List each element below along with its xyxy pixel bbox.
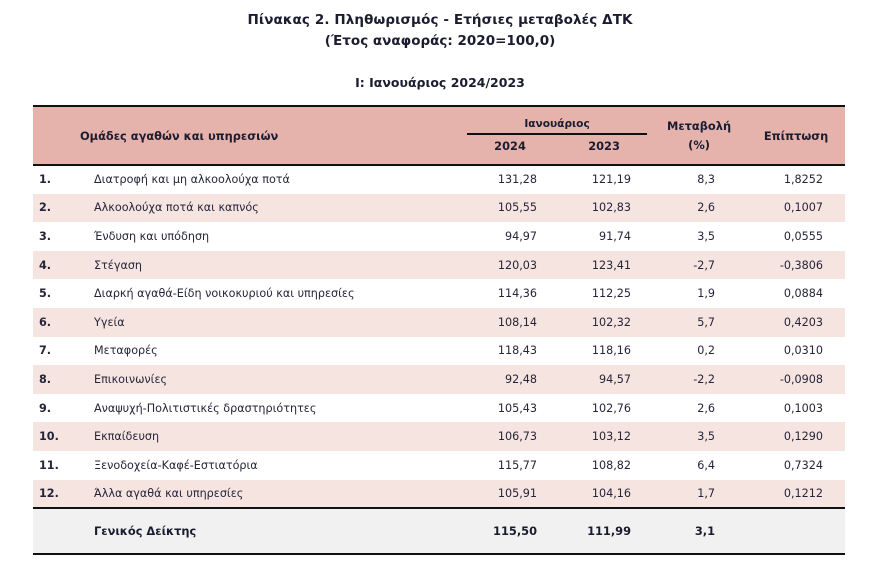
row-change: 8,3 <box>651 165 747 194</box>
row-change: 2,6 <box>651 394 747 423</box>
row-value-current: 105,55 <box>463 194 557 223</box>
row-value-previous: 108,82 <box>557 451 651 480</box>
row-index: 11. <box>33 451 77 480</box>
header-change-label: Μεταβολή <box>666 118 732 133</box>
row-value-previous: 102,32 <box>557 308 651 337</box>
total-row-label: Γενικός Δείκτης <box>77 508 463 554</box>
row-change: 2,6 <box>651 194 747 223</box>
row-impact: 0,1290 <box>747 422 845 451</box>
row-value-current: 115,77 <box>463 451 557 480</box>
row-value-previous: 91,74 <box>557 222 651 251</box>
row-value-current: 94,97 <box>463 222 557 251</box>
row-value-current: 105,43 <box>463 394 557 423</box>
table-row <box>33 394 845 423</box>
row-label: Άλλα αγαθά και υπηρεσίες <box>77 480 463 509</box>
row-index: 8. <box>33 365 77 394</box>
page-title: Πίνακας 2. Πληθωρισμός - Ετήσιες μεταβολές ΔΤΚ <box>247 12 633 28</box>
table-row <box>33 222 845 251</box>
row-impact: 0,0884 <box>747 279 845 308</box>
row-value-previous: 102,76 <box>557 394 651 423</box>
row-value-current: 92,48 <box>463 365 557 394</box>
row-index: 3. <box>33 222 77 251</box>
table-total-row <box>33 508 845 554</box>
row-index: 5. <box>33 279 77 308</box>
total-row-index <box>33 508 77 554</box>
header-row <box>33 106 845 165</box>
row-index: 7. <box>33 337 77 366</box>
row-label: Διαρκή αγαθά-Είδη νοικοκυριού και υπηρεσίες <box>77 279 463 308</box>
total-row-change: 3,1 <box>651 508 747 554</box>
row-index: 6. <box>33 308 77 337</box>
table-row <box>33 337 845 366</box>
row-label: Στέγαση <box>77 251 463 280</box>
header-change-unit: (%) <box>688 137 710 152</box>
table-header <box>33 106 845 165</box>
table-body <box>33 165 845 554</box>
row-value-current: 131,28 <box>463 165 557 194</box>
header-year-current: 2024 <box>494 139 526 153</box>
table-row <box>33 308 845 337</box>
row-label: Εκπαίδευση <box>77 422 463 451</box>
header-impact: Επίπτωση <box>747 106 845 165</box>
row-impact: 0,1007 <box>747 194 845 223</box>
row-value-current: 105,91 <box>463 480 557 509</box>
row-value-previous: 102,83 <box>557 194 651 223</box>
header-year-previous: 2023 <box>588 139 620 153</box>
total-row-value-previous: 111,99 <box>557 508 651 554</box>
period-divider <box>467 133 647 135</box>
period-years <box>463 139 651 153</box>
table-row <box>33 480 845 509</box>
table-row <box>33 194 845 223</box>
row-index: 1. <box>33 165 77 194</box>
row-index: 12. <box>33 480 77 509</box>
row-value-previous: 103,12 <box>557 422 651 451</box>
row-value-current: 108,14 <box>463 308 557 337</box>
row-change: 5,7 <box>651 308 747 337</box>
row-impact: 0,1212 <box>747 480 845 509</box>
row-change: 6,4 <box>651 451 747 480</box>
row-value-previous: 104,16 <box>557 480 651 509</box>
period-stack <box>463 107 651 164</box>
row-impact: -0,0908 <box>747 365 845 394</box>
row-label: Αλκοολούχα ποτά και καπνός <box>77 194 463 223</box>
row-change: 3,5 <box>651 222 747 251</box>
table-row <box>33 279 845 308</box>
row-change: 1,9 <box>651 279 747 308</box>
row-index: 10. <box>33 422 77 451</box>
header-period <box>463 106 651 165</box>
header-groups: Ομάδες αγαθών και υπηρεσιών <box>33 106 463 165</box>
title-block <box>0 0 880 52</box>
header-change <box>651 106 747 165</box>
row-index: 9. <box>33 394 77 423</box>
row-value-previous: 112,25 <box>557 279 651 308</box>
row-value-current: 118,43 <box>463 337 557 366</box>
row-impact: 0,0555 <box>747 222 845 251</box>
row-value-current: 106,73 <box>463 422 557 451</box>
period-heading: I: Ιανουάριος 2024/2023 <box>355 75 525 90</box>
table-row <box>33 251 845 280</box>
row-impact: 0,1003 <box>747 394 845 423</box>
row-label: Ένδυση και υπόδηση <box>77 222 463 251</box>
row-value-current: 120,03 <box>463 251 557 280</box>
row-change: 3,5 <box>651 422 747 451</box>
row-label: Αναψυχή-Πολιτιστικές δραστηριότητες <box>77 394 463 423</box>
page-subtitle: (Έτος αναφοράς: 2020=100,0) <box>324 33 556 49</box>
table-row <box>33 422 845 451</box>
row-impact: 0,4203 <box>747 308 845 337</box>
row-label: Επικοινωνίες <box>77 365 463 394</box>
row-impact: 0,0310 <box>747 337 845 366</box>
row-index: 4. <box>33 251 77 280</box>
row-impact: -0,3806 <box>747 251 845 280</box>
row-change: -2,7 <box>651 251 747 280</box>
row-index: 2. <box>33 194 77 223</box>
row-change: 0,2 <box>651 337 747 366</box>
table-row <box>33 365 845 394</box>
row-value-previous: 118,16 <box>557 337 651 366</box>
row-change: -2,2 <box>651 365 747 394</box>
row-value-previous: 121,19 <box>557 165 651 194</box>
row-value-current: 114,36 <box>463 279 557 308</box>
row-impact: 0,7324 <box>747 451 845 480</box>
table-row <box>33 165 845 194</box>
row-label: Ξενοδοχεία-Καφέ-Εστιατόρια <box>77 451 463 480</box>
table-row <box>33 451 845 480</box>
cpi-table <box>33 105 845 555</box>
row-impact: 1,8252 <box>747 165 845 194</box>
row-value-previous: 94,57 <box>557 365 651 394</box>
row-label: Μεταφορές <box>77 337 463 366</box>
table-container <box>33 105 845 555</box>
total-row-impact <box>747 508 845 554</box>
header-period-name: Ιανουάριος <box>524 118 590 130</box>
row-label: Διατροφή και μη αλκοολούχα ποτά <box>77 165 463 194</box>
row-change: 1,7 <box>651 480 747 509</box>
total-row-value-current: 115,50 <box>463 508 557 554</box>
row-label: Υγεία <box>77 308 463 337</box>
row-value-previous: 123,41 <box>557 251 651 280</box>
